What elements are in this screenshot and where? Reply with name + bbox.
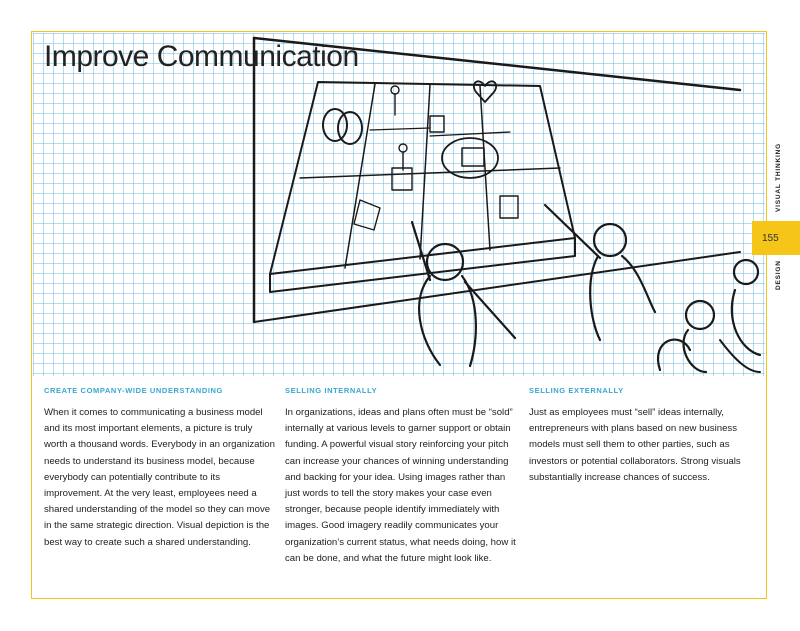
column-body: When it comes to communicating a business model and its most important elements, a picture is truly worth a thousand words. Everybody in an organization needs to understand its business model, because everybody can potentially contribute to its improvement. At the very least, employees need a shared understanding of the model so they can move in the same strategic direction. Visual depiction is the best way to create such a shared understanding. — [44, 407, 275, 548]
column-selling-externally — [529, 386, 761, 486]
column-selling-internally — [285, 386, 517, 567]
column-company-wide-understanding — [44, 386, 276, 551]
page-number-tab — [752, 221, 800, 255]
column-heading: SELLING EXTERNALLY — [529, 386, 624, 395]
section-label-visual-thinking: VISUAL THINKING — [775, 143, 782, 212]
column-heading: CREATE COMPANY-WIDE UNDERSTANDING — [44, 386, 223, 395]
column-body: Just as employees must “sell” ideas internally, entrepreneurs with plans based on new business models must sell them to other parties, such as investors or potential collaborators. Strong visuals substantially increase chances of success. — [529, 407, 741, 483]
column-body: In organizations, ideas and plans often must be “sold” internally at various levels to garner support or obtain funding. A powerful visual story reinforcing your pitch can increase your chances of winning understanding and backing for your idea. Using images rather than just words to tell the story makes your case even stronger, because people identify immediately with images. Good imagery readily communicates your organization’s current status, what needs doing, how it can be done, and what the future might look like. — [285, 407, 516, 564]
column-heading: SELLING INTERNALLY — [285, 386, 378, 395]
section-label-design: DESIGN — [775, 260, 782, 290]
page-title: Improve Communication — [44, 40, 359, 73]
page-number: 155 — [762, 232, 779, 244]
